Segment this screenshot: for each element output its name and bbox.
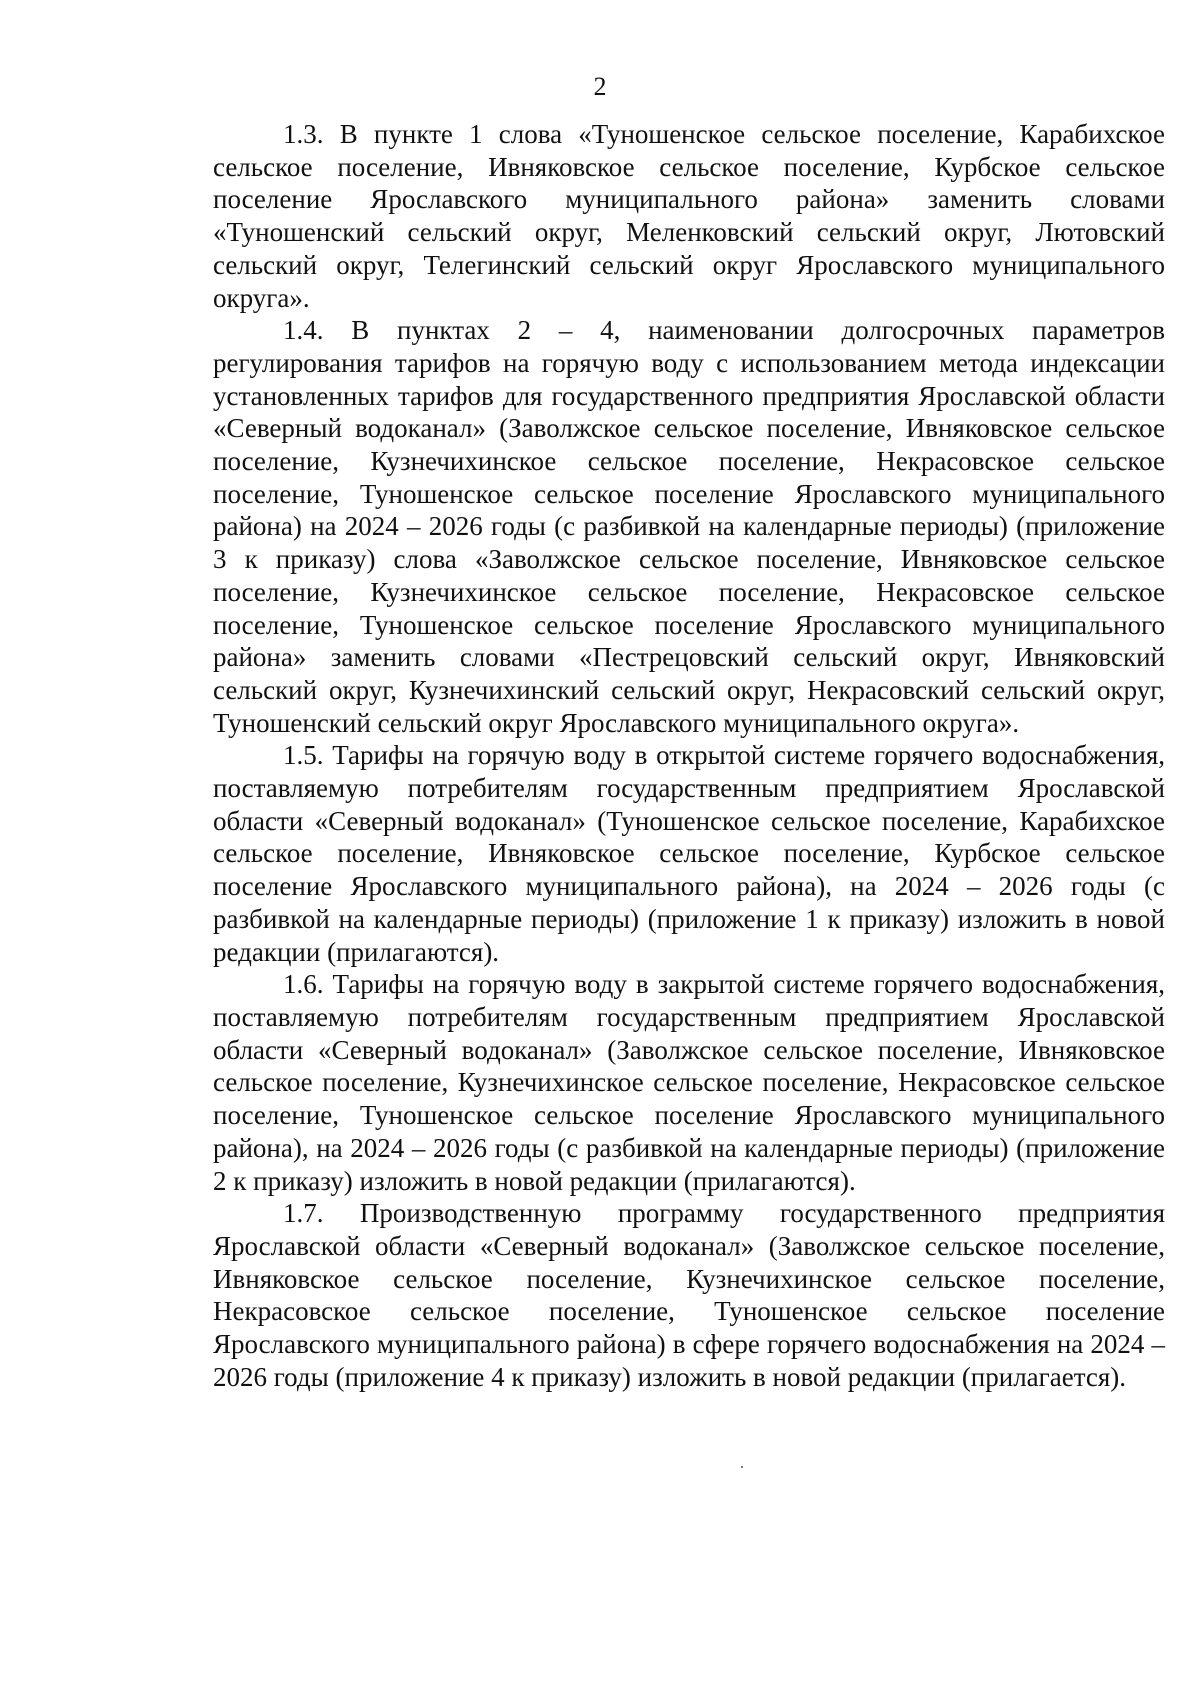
paragraph-1-5: 1.5. Тарифы на горячую воду в открытой системе горячего водоснабжения, поставляемую потребителям государственным предприятием Ярославской области «Северный водоканал» (Туношенское сельское поселение, Карабихское сельское поселение, Ивняковское сельское поселение, Курбское сельское поселение Ярославского муниципального района), на 2024 – 2026 годы (с разбивкой на календарные периоды) (приложение 1 к приказу) изложить в новой редакции (прилагаются). [213,740,1165,967]
page-number: 2 [593,72,607,101]
paragraph-1-6: 1.6. Тарифы на горячую воду в закрытой системе горячего водоснабжения, поставляемую потребителям государственным предприятием Ярославской области «Северный водоканал» (Заволжское сельское поселение, Ивняковское сельское поселение, Кузнечихинское сельское поселение, Некрасовское сельское поселение, Туношенское сельское поселение Ярославского муниципального района), на 2024 – 2026 годы (с разбивкой на календарные периоды) (приложение 2 к приказу) изложить в новой редакции (прилагаются). [213,969,1165,1196]
scan-speck [741,1466,743,1468]
paragraph-1-4: 1.4. В пунктах 2 – 4, наименовании долгосрочных параметров регулирования тарифов на горячую воду с использованием метода индексации установленных тарифов для государственного предприятия Ярославской области «Северный водоканал» (Заволжское сельское поселение, Ивняковское сельское поселение, Кузнечихинское сельское поселение, Некрасовское сельское поселение, Туношенское сельское поселение Ярославского муниципального района) на 2024 – 2026 годы (с разбивкой на календарные периоды) (приложение 3 к приказу) слова «Заволжское сельское поселение, Ивняковское сельское поселение, Кузнечихинское сельское поселение, Некрасовское сельское поселение, Туношенское сельское поселение Ярославского муниципального района» заменить словами «Пестрецовский сельский округ, Ивняковский сельский округ, Кузнечихинский сельский округ, Некрасовский сельский округ, Туношенский сельский округ Ярославского муниципального округа». [213,315,1165,738]
paragraph-1-7: 1.7. Производственную программу государственного предприятия Ярославской области «Северный водоканал» (Заволжское сельское поселение, Ивняковское сельское поселение, Кузнечихинское сельское поселение, Некрасовское сельское поселение, Туношенское сельское поселение Ярославского муниципального района) в сфере горячего водоснабжения на 2024 – 2026 годы (приложение 4 к приказу) изложить в новой редакции (прилагается). [213,1198,1165,1392]
paragraph-1-3: 1.3. В пункте 1 слова «Туношенское сельское поселение, Карабихское сельское поселение, Ивняковское сельское поселение, Курбское сельское поселение Ярославского муниципального района» заменить словами «Туношенский сельский округ, Меленковский сельский округ, Лютовский сельский округ, Телегинский сельский округ Ярославского муниципального округа». [213,119,1165,313]
document-body [213,118,1165,1393]
